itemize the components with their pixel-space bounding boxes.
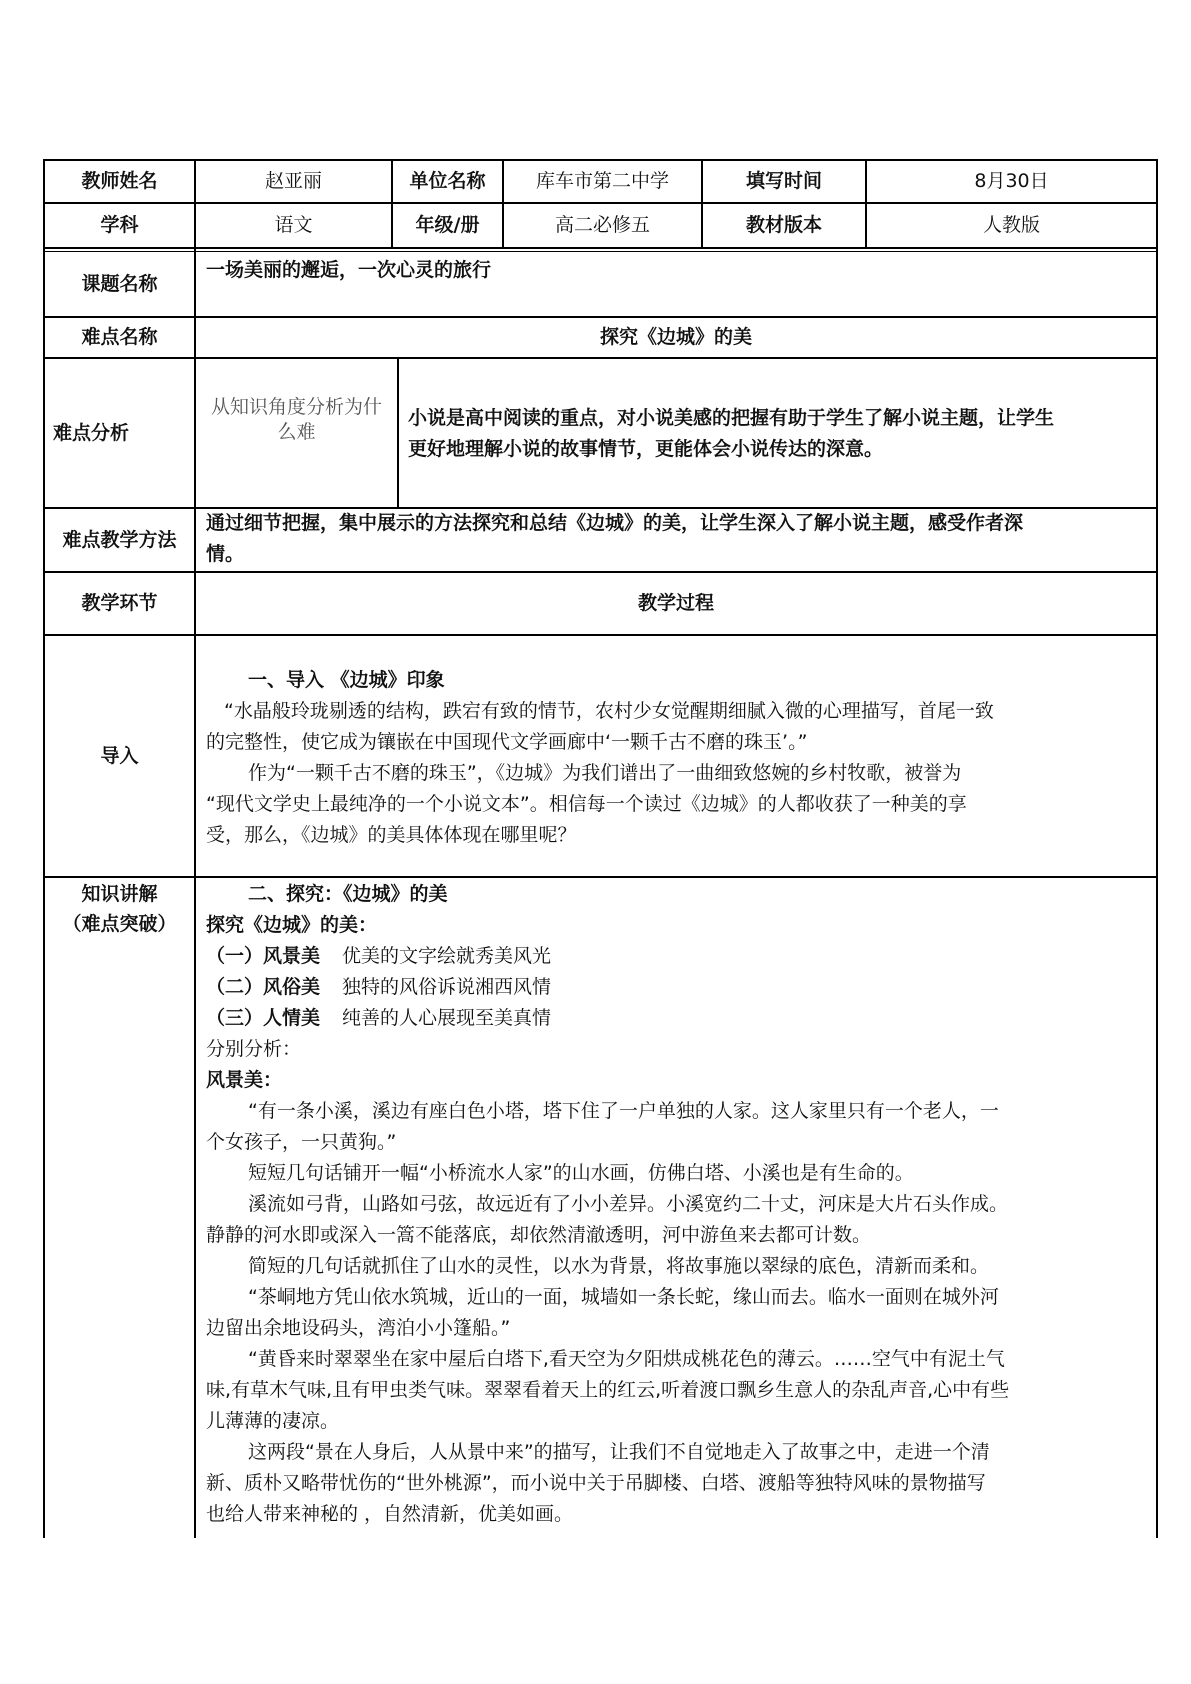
point-custom [206,972,1142,1003]
difficulty-value: 探究《边城》的美 [599,326,752,349]
point-text: 优美的文字绘就秀美风光 [342,945,552,967]
body-line: 短短几句话铺开一幅“小桥流水人家”的山水画，仿佛白塔、小溪也是有生命的。 [248,1162,914,1184]
row-divider [43,357,1158,359]
grade-label: 年级/册 [415,214,480,237]
body-line: 味,有草木气味,且有甲虫类气味。翠翠看着天上的红云,听着渡口飘乡生意人的杂乱声音,心中有些 [206,1379,1010,1401]
intro-paragraph2-line2: “现代文学史上最纯净的一个小说文本”。相信每一个读过《边城》的人都收获了一种美的享 [206,793,967,815]
difficulty-label: 难点名称 [81,326,158,349]
analysis-text-line2: 更好地理解小说的故事情节，更能体会小说传达的深意。 [408,438,884,460]
topic-value: 一场美丽的邂逅，一次心灵的旅行 [206,259,492,281]
analysis-text-line1: 小说是高中阅读的重点，对小说美感的把握有助于学生了解小说主题，让学生 [408,407,1055,429]
teacher-name-label: 教师姓名 [81,170,158,193]
body-line: 这两段“景在人身后，人从景中来”的描写，让我们不自觉地走入了故事之中，走进一个清 [248,1441,990,1463]
point-text: 独特的风俗诉说湘西风情 [342,976,552,998]
body-line: “有一条小溪，溪边有座白色小塔，塔下住了一户单独的人家。这人家里只有一个老人，一 [248,1100,999,1122]
fill-date-label: 填写时间 [745,170,822,193]
subject-label: 学科 [100,214,139,237]
point-scenery [206,941,1142,972]
method-label: 难点教学方法 [62,528,177,551]
analysis-intro: 分别分析： [206,1038,302,1060]
intro-paragraph1-line2: 的完整性，使它成为镶嵌在中国现代文学画廊中‘一颗千古不磨的珠玉’。” [206,731,808,753]
knowledge-heading: 二、探究：《边城》的美 [248,883,448,905]
edition-value: 人教版 [982,214,1040,237]
teacher-name-value: 赵亚丽 [264,170,322,193]
body-line: 儿薄薄的凄凉。 [206,1410,340,1432]
method-text-line2: 情。 [206,543,245,565]
intro-paragraph2-line1: 作为“一颗千古不磨的珠玉”，《边城》为我们谱出了一曲细致悠婉的乡村牧歌，被誉为 [248,762,962,784]
intro-paragraph2-line3: 受，那么，《边城》的美具体体现在哪里呢？ [206,824,577,846]
unit-name-value: 库车市第二中学 [535,170,669,193]
stage-header-label: 教学环节 [81,592,158,615]
body-line: 也给人带来神秘的 ，自然清新，优美如画。 [206,1503,574,1525]
point-key: （一）风景美 [206,945,321,967]
intro-heading: 一、导入 《边城》印象 [248,669,445,691]
knowledge-label-line1: 知识讲解 [81,882,158,905]
body-line: 个女孩子，一只黄狗。” [206,1131,397,1153]
body-line: 新、质朴又略带忧伤的“世外桃源”，而小说中关于吊脚楼、白塔、渡船等独特风味的景物描写 [206,1472,986,1494]
body-line: 简短的几句话就抓住了山水的灵性，以水为背景，将故事施以翠绿的底色，清新而柔和。 [248,1255,990,1277]
body-line: “黄昏来时翠翠坐在家中屋后白塔下,看天空为夕阳烘成桃花色的薄云。……空气中有泥土气 [248,1348,1005,1370]
unit-name-label: 单位名称 [409,170,486,193]
body-line: 溪流如弓背，山路如弓弦，故远近有了小小差异。小溪宽约二十丈，河床是大片石头作成。 [248,1193,1009,1215]
analysis-label: 难点分析 [53,421,130,444]
fill-date-value: 8月30日 [974,170,1049,193]
table-border-right [1156,159,1158,1538]
knowledge-label-line2: （难点突破） [62,912,177,935]
point-text: 纯善的人心展现至美真情 [342,1007,552,1029]
point-key: （二）风俗美 [206,976,321,998]
method-text-line1: 通过细节把握，集中展示的方法探究和总结《边城》的美，让学生深入了解小说主题，感受作者深 [206,512,1024,534]
knowledge-subheading: 探究《边城》的美： [206,914,378,936]
edition-label: 教材版本 [745,214,822,237]
label-column-divider [194,159,196,1538]
body-line: 静静的河水即或深入一篙不能落底，却依然清澈透明，河中游鱼来去都可计数。 [206,1224,872,1246]
topic-label: 课题名称 [81,272,158,295]
point-key: （三）人情美 [206,1007,321,1029]
row-divider [43,634,1158,636]
process-header-label: 教学过程 [637,592,714,615]
grade-value: 高二必修五 [554,214,650,237]
analysis-divider [397,357,399,507]
point-humanity [206,1003,1142,1034]
row-divider [43,876,1158,878]
intro-paragraph1-line1: “水晶般玲珑剔透的结构，跌宕有致的情节，农村少女觉醒期细腻入微的心理描写，首尾一致 [224,700,994,722]
intro-label: 导入 [100,744,139,767]
body-line: 边留出余地设码头，湾泊小小篷船。” [206,1317,511,1339]
analysis-sub-label: 从知识角度分析为什么难 [210,396,382,443]
body-line: “茶峒地方凭山依水筑城，近山的一面，城墙如一条长蛇，缘山而去。临水一面则在城外河 [248,1286,999,1308]
scenery-label: 风景美： [206,1069,283,1091]
subject-value: 语文 [274,214,313,237]
row-divider [43,247,1158,249]
